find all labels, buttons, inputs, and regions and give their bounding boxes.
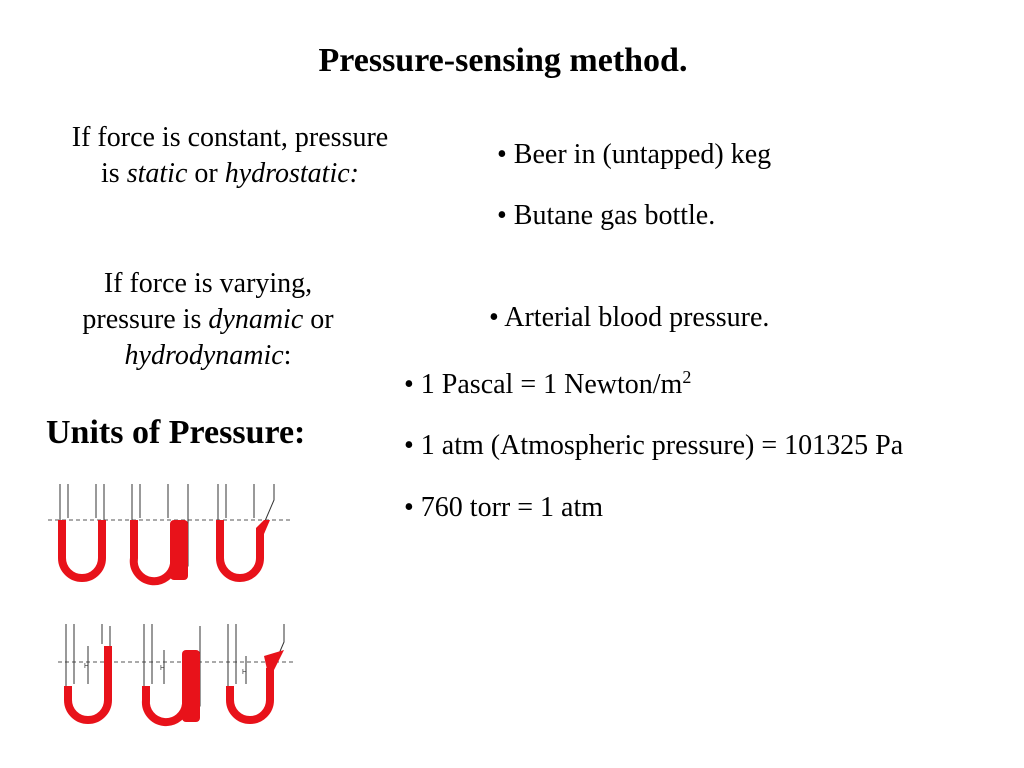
units-heading: Units of Pressure:	[46, 414, 306, 451]
dimension-label-1: H	[84, 663, 90, 670]
bullet-beer-keg: • Beer in (untapped) keg	[497, 139, 772, 170]
u-tube-wide-height-difference	[144, 624, 200, 725]
u-tube-funnel-arm	[218, 484, 274, 580]
dimension-label-3: H	[242, 669, 248, 676]
u-tube-funnel-height-difference	[228, 624, 284, 722]
bullet-pascal: • 1 Pascal = 1 Newton/$m^2$	[404, 367, 692, 400]
dynamic-line-3: hydrodynamic:	[124, 340, 292, 371]
dynamic-pressure-paragraph	[28, 266, 388, 374]
dynamic-line-1: If force is varying,	[103, 268, 313, 299]
bullet-butane-bottle: • Butane gas bottle.	[497, 200, 716, 231]
squared-superscript: 2	[682, 367, 692, 387]
bullet-torr: • 760 torr = 1 atm	[404, 492, 604, 523]
bullet-atm: • 1 atm (Atmospheric pressure) = 101325 Pa	[404, 430, 904, 461]
static-line-2: is static or hydrostatic:	[101, 158, 359, 189]
bullet-arterial-pressure: • Arterial blood pressure.	[489, 302, 770, 333]
static-pressure-paragraph	[28, 120, 432, 192]
u-tube-wide-arm	[132, 484, 188, 584]
dimension-label-2: H	[160, 665, 166, 672]
u-tube-equal-levels	[60, 484, 104, 580]
manometer-diagram	[40, 478, 300, 738]
u-tube-height-difference	[66, 624, 110, 722]
page-title: Pressure-sensing method.	[318, 42, 688, 79]
dynamic-line-2: pressure is dynamic or	[82, 304, 334, 335]
static-line-1: If force is constant, pressure	[71, 122, 389, 153]
